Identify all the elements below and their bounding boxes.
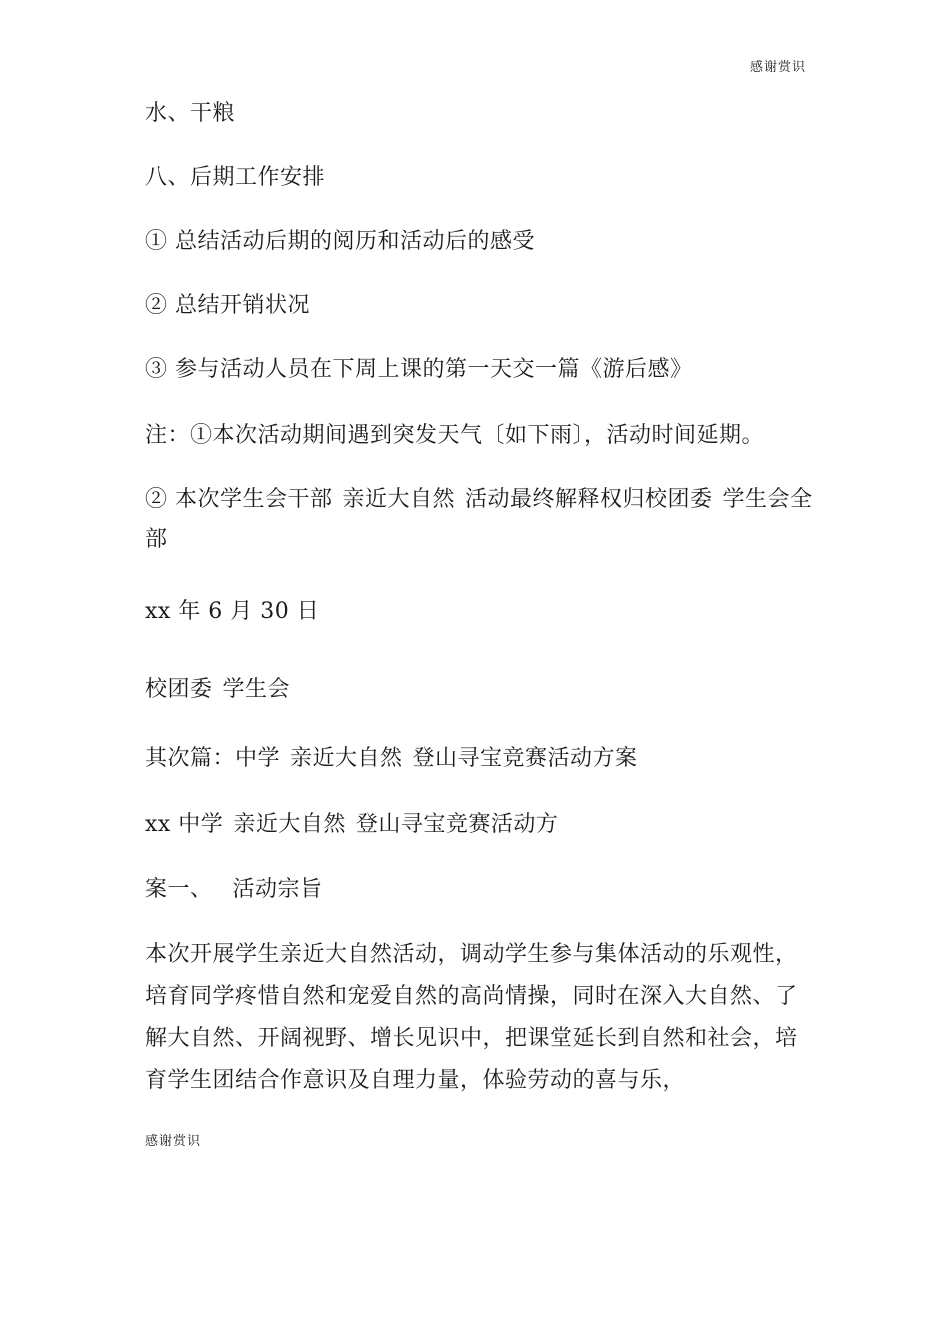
list-item-3: ③ 参与活动人员在下周上课的第一天交一篇《游后感》 [145,357,693,382]
plan-part-a: xx 中学 [145,812,224,837]
signature-part-b: 学生会 [222,677,291,702]
note-line: 注：①本次活动期间遇到突发天气〔如下雨〕，活动时间延期。 [145,423,765,448]
heading-later-work: 八、后期工作安排 [145,165,326,190]
section-one-heading [145,876,323,904]
list-item-1: ① 总结活动后期的阅历和活动后的感受 [145,229,535,254]
school-plan-line [145,811,558,839]
note-2-part-b: 亲近大自然 [342,487,456,512]
title-part-c: 登山寻宝竞赛活动方案 [412,746,638,771]
second-article-title [145,745,638,773]
plan-part-c: 登山寻宝竞赛活动方 [355,812,559,837]
date-line: xx 年 6 月 30 日 [145,599,320,624]
page-header: 感谢赏识 [750,60,807,75]
text-line-water-food: 水、干粮 [145,101,236,126]
title-part-b: 亲近大自然 [290,746,403,771]
section-one-number: 案一、 [145,877,213,902]
note-2-part-a: ② 本次学生会干部 [145,487,333,512]
purpose-paragraph: 本次开展学生亲近大自然活动，调动学生参与集体活动的乐观性，培育同学疼惜自然和宠爱自然的高尚情操，同时在深入大自然、了解大自然、开阔视野、增长见识中，把课堂延长到自然和社会，培育学生团结合作意识及自理力量，体验劳动的喜与乐， [145,942,798,1093]
list-item-2: ② 总结开销状况 [145,293,310,318]
section-one-title: 活动宗旨 [232,877,323,902]
title-part-a: 其次篇：中学 [145,746,281,771]
plan-part-b: 亲近大自然 [233,812,346,837]
signature-part-a: 校团委 [145,677,213,702]
note-2-part-d: 学生会全部 [145,487,813,552]
page-footer: 感谢赏识 [145,1134,202,1149]
note-2-part-c: 活动最终解释权归校团委 [465,487,713,512]
note-paragraph-2 [145,480,817,560]
signature-line [145,676,290,704]
